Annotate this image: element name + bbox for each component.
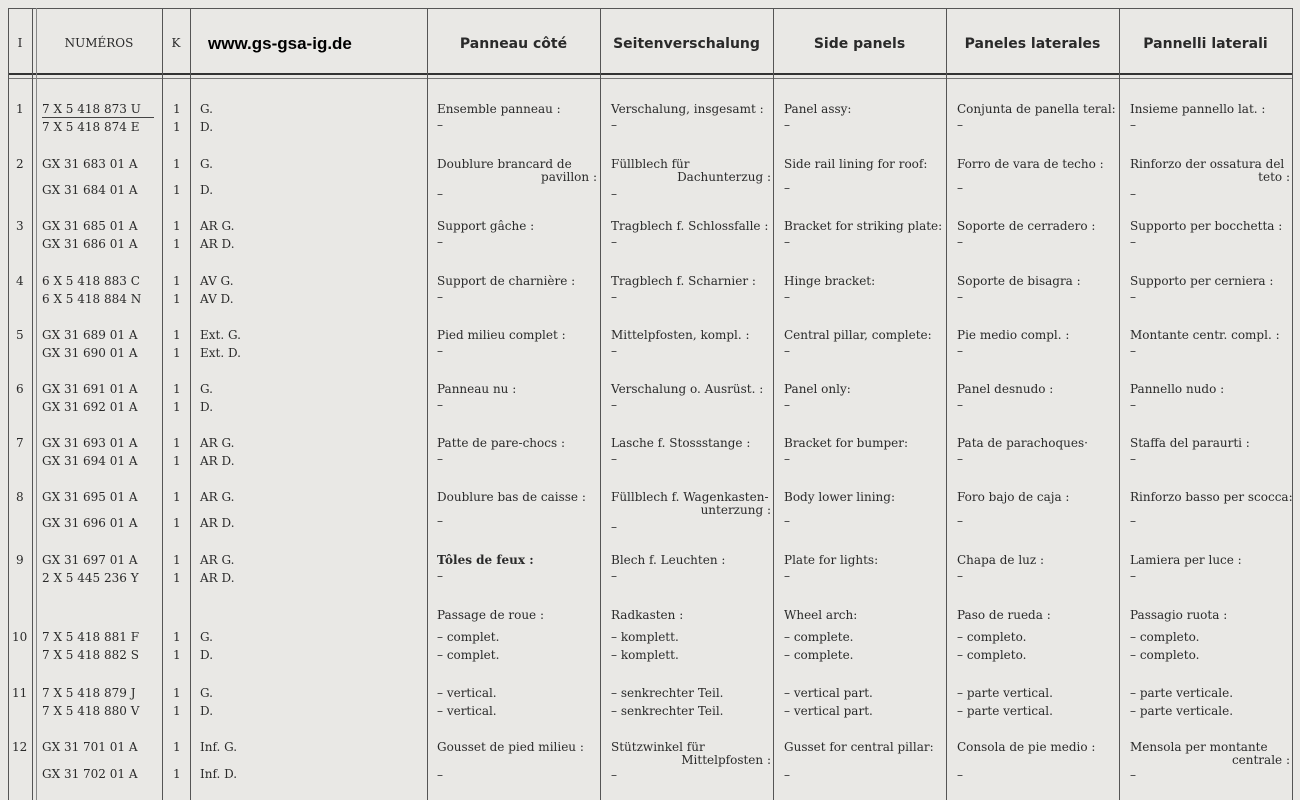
part-number: GX 31 692 01 A <box>42 400 138 414</box>
description-it: Mensola per montante <box>1130 740 1268 754</box>
description-de-cont: unterzung : <box>700 503 771 517</box>
part-number: GX 31 697 01 A <box>42 553 138 567</box>
dash: – <box>1130 569 1136 583</box>
description-it: Rinforzo basso per scocca: <box>1130 490 1293 504</box>
part-number: GX 31 684 01 A <box>42 183 138 197</box>
dash: – <box>611 452 617 466</box>
quantity: 1 <box>173 571 181 585</box>
description-es: Foro bajo de caja : <box>957 490 1070 504</box>
description-it-cont: centrale : <box>1231 753 1290 767</box>
side-label: AR G. <box>200 219 235 233</box>
part-number: GX 31 693 01 A <box>42 436 138 450</box>
part-number: GX 31 683 01 A <box>42 157 138 171</box>
description-fr: Pied milieu complet : <box>437 328 566 342</box>
description-en: – vertical part. <box>784 686 873 700</box>
dash: – <box>437 569 443 583</box>
description-de: Füllblech für <box>611 157 690 171</box>
row-number: 12 <box>12 740 28 754</box>
quantity: 1 <box>173 686 181 700</box>
dash: – <box>957 569 963 583</box>
dash: – <box>957 514 963 528</box>
description-de-cont: Dachunterzug : <box>677 170 771 184</box>
quantity: 1 <box>173 490 181 504</box>
description-en: Side rail lining for roof: <box>784 157 928 171</box>
description-de: Lasche f. Stossstange : <box>611 436 751 450</box>
description-de: Verschalung o. Ausrüst. : <box>611 382 764 396</box>
header-index: I <box>17 36 23 50</box>
description-fr: Patte de pare-chocs : <box>437 436 565 450</box>
dash: – <box>784 181 790 195</box>
quantity: 1 <box>173 157 181 171</box>
dash: – <box>611 290 617 304</box>
side-label: AR D. <box>200 571 235 585</box>
dash: – <box>957 344 963 358</box>
description-fr: Support de charnière : <box>437 274 576 288</box>
part-number: 6 X 5 418 884 N <box>42 292 142 306</box>
dash: – <box>437 187 443 201</box>
side-label: G. <box>200 102 213 116</box>
dash: – <box>957 398 963 412</box>
side-label: G. <box>200 630 213 644</box>
part-number: GX 31 689 01 A <box>42 328 138 342</box>
description-es: Consola de pie medio : <box>957 740 1096 754</box>
side-label: AR G. <box>200 490 235 504</box>
dash: – <box>957 118 963 132</box>
col-border <box>162 8 163 800</box>
section-title-en: Wheel arch: <box>784 608 858 622</box>
quantity: 1 <box>173 767 181 781</box>
description-es: Panel desnudo : <box>957 382 1054 396</box>
header-divider <box>8 73 1292 75</box>
dash: – <box>437 768 443 782</box>
description-de: – komplett. <box>611 648 679 662</box>
description-de: Mittelpfosten, kompl. : <box>611 328 750 342</box>
description-it: – completo. <box>1130 630 1200 644</box>
col-border <box>946 8 947 800</box>
side-label: AR D. <box>200 516 235 530</box>
side-label: G. <box>200 157 213 171</box>
header-italian: Pannelli laterali <box>1143 36 1268 52</box>
description-es: Forro de vara de techo : <box>957 157 1104 171</box>
description-de: Füllblech f. Wagenkasten- <box>611 490 769 504</box>
quantity: 1 <box>173 553 181 567</box>
description-de: Verschalung, insgesamt : <box>611 102 764 116</box>
dash: – <box>1130 344 1136 358</box>
part-number: GX 31 695 01 A <box>42 490 138 504</box>
row-number: 1 <box>16 102 24 116</box>
row-number: 7 <box>16 436 24 450</box>
description-en: Panel assy: <box>784 102 852 116</box>
quantity: 1 <box>173 120 181 134</box>
dash: – <box>437 290 443 304</box>
description-en: Bracket for bumper: <box>784 436 909 450</box>
description-fr: Support gâche : <box>437 219 535 233</box>
dash: – <box>957 235 963 249</box>
dash: – <box>1130 290 1136 304</box>
description-en: Panel only: <box>784 382 851 396</box>
side-label: D. <box>200 120 214 134</box>
row-number: 4 <box>16 274 24 288</box>
col-border <box>600 8 601 800</box>
section-title-it: Passagio ruota : <box>1130 608 1228 622</box>
part-number: 7 X 5 418 874 E <box>42 120 140 134</box>
row-number: 3 <box>16 219 24 233</box>
description-fr: Doublure brancard de <box>437 157 572 171</box>
dash: – <box>1130 452 1136 466</box>
quantity: 1 <box>173 382 181 396</box>
header-english: Side panels <box>813 36 906 52</box>
description-de: Blech f. Leuchten : <box>611 553 726 567</box>
description-es: Conjunta de panella teral: <box>957 102 1116 116</box>
description-es: Pata de parachoques· <box>957 436 1088 450</box>
col-border <box>36 8 37 800</box>
header-german: Seitenverschalung <box>613 36 760 52</box>
quantity: 1 <box>173 454 181 468</box>
description-it: Staffa del paraurti : <box>1130 436 1250 450</box>
dash: – <box>784 235 790 249</box>
description-es: Pie medio compl. : <box>957 328 1070 342</box>
description-de: – senkrechter Teil. <box>611 686 724 700</box>
description-en: Plate for lights: <box>784 553 879 567</box>
description-en: Body lower lining: <box>784 490 895 504</box>
dash: – <box>784 768 790 782</box>
quantity: 1 <box>173 516 181 530</box>
section-title-de: Radkasten : <box>611 608 684 622</box>
part-number: GX 31 690 01 A <box>42 346 138 360</box>
description-fr: Doublure bas de caisse : <box>437 490 586 504</box>
description-de: Tragblech f. Scharnier : <box>611 274 756 288</box>
description-it: Supporto per cerniera : <box>1130 274 1274 288</box>
part-number: GX 31 685 01 A <box>42 219 138 233</box>
part-number: 7 X 5 418 881 F <box>42 630 140 644</box>
row-number: 9 <box>16 553 24 567</box>
quantity: 1 <box>173 648 181 662</box>
dash: – <box>611 569 617 583</box>
description-fr: Gousset de pied milieu : <box>437 740 584 754</box>
side-label: D. <box>200 704 214 718</box>
dash: – <box>1130 514 1136 528</box>
part-number: GX 31 696 01 A <box>42 516 138 530</box>
description-fr: Tôles de feux : <box>437 553 534 567</box>
part-number: 2 X 5 445 236 Y <box>42 571 139 585</box>
description-fr-cont: pavillon : <box>541 170 597 184</box>
dash: – <box>437 514 443 528</box>
row-number: 5 <box>16 328 24 342</box>
description-de: Tragblech f. Schlossfalle : <box>611 219 769 233</box>
dash: – <box>1130 187 1136 201</box>
website-watermark: www.gs-gsa-ig.de <box>208 34 352 53</box>
description-it: – parte verticale. <box>1130 704 1234 718</box>
quantity: 1 <box>173 183 181 197</box>
part-number: 6 X 5 418 883 C <box>42 274 140 288</box>
header-numbers: NUMÉROS <box>64 36 134 50</box>
quantity: 1 <box>173 237 181 251</box>
description-fr: Panneau nu : <box>437 382 517 396</box>
description-en: – complete. <box>784 630 854 644</box>
dash: – <box>784 118 790 132</box>
description-it: Pannello nudo : <box>1130 382 1225 396</box>
description-fr: – complet. <box>437 630 500 644</box>
dash: – <box>957 181 963 195</box>
description-en: Central pillar, complete: <box>784 328 932 342</box>
section-title-es: Paso de rueda : <box>957 608 1051 622</box>
dash: – <box>1130 768 1136 782</box>
side-label: AR D. <box>200 237 235 251</box>
description-de: – komplett. <box>611 630 679 644</box>
side-label: D. <box>200 648 214 662</box>
side-label: Inf. G. <box>200 740 238 754</box>
dash: – <box>611 344 617 358</box>
section-title-fr: Passage de roue : <box>437 608 545 622</box>
quantity: 1 <box>173 346 181 360</box>
dash: – <box>437 398 443 412</box>
description-es: Soporte de bisagra : <box>957 274 1081 288</box>
quantity: 1 <box>173 400 181 414</box>
quantity: 1 <box>173 328 181 342</box>
description-fr: – complet. <box>437 648 500 662</box>
description-it: – parte verticale. <box>1130 686 1234 700</box>
description-es: – completo. <box>957 648 1027 662</box>
description-de: Stützwinkel für <box>611 740 705 754</box>
quantity: 1 <box>173 740 181 754</box>
description-en: Gusset for central pillar: <box>784 740 934 754</box>
col-border <box>32 8 33 800</box>
dash: – <box>1130 235 1136 249</box>
description-en: – vertical part. <box>784 704 873 718</box>
top-border <box>8 8 1292 9</box>
side-label: AV G. <box>200 274 234 288</box>
col-border <box>427 8 428 800</box>
description-it: Lamiera per luce : <box>1130 553 1242 567</box>
dash: – <box>784 398 790 412</box>
header-french: Panneau côté <box>459 36 568 52</box>
description-en: – complete. <box>784 648 854 662</box>
dash: – <box>784 569 790 583</box>
part-number: GX 31 691 01 A <box>42 382 138 396</box>
side-label: D. <box>200 183 214 197</box>
side-label: Inf. D. <box>200 767 238 781</box>
row-number: 2 <box>16 157 24 171</box>
row-number: 11 <box>12 686 28 700</box>
side-label: Ext. G. <box>200 328 241 342</box>
col-border <box>1292 8 1293 800</box>
quantity: 1 <box>173 630 181 644</box>
description-de: – senkrechter Teil. <box>611 704 724 718</box>
part-number: GX 31 686 01 A <box>42 237 138 251</box>
dash: – <box>437 452 443 466</box>
part-number: 7 X 5 418 882 S <box>42 648 139 662</box>
dash: – <box>784 344 790 358</box>
row-number: 10 <box>12 630 28 644</box>
description-it: Supporto per bocchetta : <box>1130 219 1283 233</box>
dash: – <box>1130 398 1136 412</box>
dash: – <box>784 514 790 528</box>
description-fr: – vertical. <box>437 704 497 718</box>
description-it: Insieme pannello lat. : <box>1130 102 1266 116</box>
description-es: Soporte de cerradero : <box>957 219 1096 233</box>
col-border <box>1119 8 1120 800</box>
description-es: – parte vertical. <box>957 686 1053 700</box>
side-label: G. <box>200 686 213 700</box>
description-de-cont: Mittelpfosten : <box>681 753 771 767</box>
dash: – <box>437 235 443 249</box>
col-border <box>190 8 191 800</box>
description-en: Bracket for striking plate: <box>784 219 943 233</box>
header-divider-thin <box>8 78 1292 79</box>
header-spanish: Paneles laterales <box>964 36 1101 52</box>
dash: – <box>611 520 617 534</box>
part-number: GX 31 702 01 A <box>42 767 138 781</box>
side-label: AR D. <box>200 454 235 468</box>
quantity: 1 <box>173 704 181 718</box>
dash: – <box>611 398 617 412</box>
dash: – <box>611 768 617 782</box>
dash: – <box>957 290 963 304</box>
description-es: – parte vertical. <box>957 704 1053 718</box>
quantity: 1 <box>173 219 181 233</box>
description-en: Hinge bracket: <box>784 274 876 288</box>
dash: – <box>437 118 443 132</box>
quantity: 1 <box>173 102 181 116</box>
quantity: 1 <box>173 292 181 306</box>
dash: – <box>957 452 963 466</box>
row-number: 8 <box>16 490 24 504</box>
part-number: 7 X 5 418 873 U <box>42 102 141 116</box>
description-es: – completo. <box>957 630 1027 644</box>
part-number: GX 31 694 01 A <box>42 454 138 468</box>
quantity: 1 <box>173 436 181 450</box>
part-number: GX 31 701 01 A <box>42 740 138 754</box>
side-label: AR G. <box>200 553 235 567</box>
side-label: Ext. D. <box>200 346 241 360</box>
dash: – <box>784 290 790 304</box>
description-fr: Ensemble panneau : <box>437 102 561 116</box>
description-it: – completo. <box>1130 648 1200 662</box>
description-fr: – vertical. <box>437 686 497 700</box>
col-border <box>8 8 9 800</box>
side-label: D. <box>200 400 214 414</box>
header-k: K <box>171 36 181 50</box>
dash: – <box>784 452 790 466</box>
dash: – <box>611 187 617 201</box>
dash: – <box>611 118 617 132</box>
dash: – <box>437 344 443 358</box>
description-es: Chapa de luz : <box>957 553 1045 567</box>
side-label: AV D. <box>200 292 234 306</box>
col-border <box>773 8 774 800</box>
description-it: Montante centr. compl. : <box>1130 328 1280 342</box>
part-number: 7 X 5 418 880 V <box>42 704 140 718</box>
dash: – <box>957 768 963 782</box>
description-it-cont: teto : <box>1258 170 1290 184</box>
dash: – <box>1130 118 1136 132</box>
side-label: AR G. <box>200 436 235 450</box>
part-number: 7 X 5 418 879 J <box>42 686 136 700</box>
dash: – <box>611 235 617 249</box>
row-number: 6 <box>16 382 24 396</box>
description-it: Rinforzo der ossatura del <box>1130 157 1285 171</box>
quantity: 1 <box>173 274 181 288</box>
row-underline <box>42 117 154 118</box>
side-label: G. <box>200 382 213 396</box>
